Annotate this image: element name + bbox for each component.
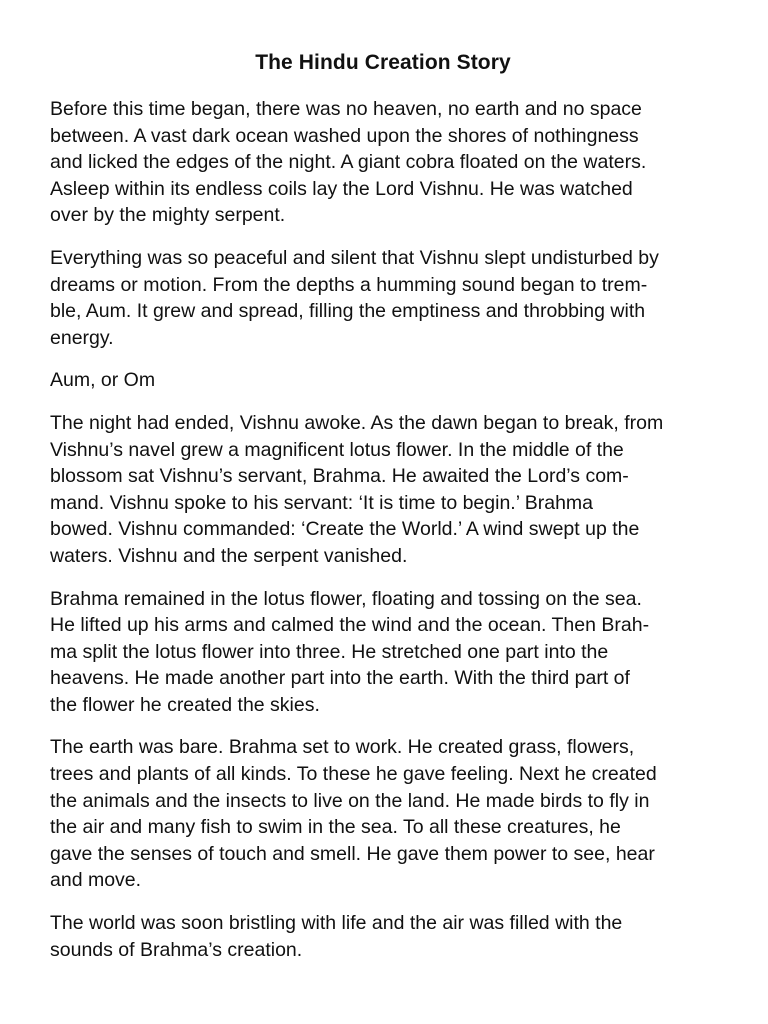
text-line: between. A vast dark ocean washed upon the shores of nothingness	[50, 124, 639, 147]
text-line: waters. Vishnu and the serpent vanished.	[50, 544, 408, 567]
text-line: bowed. Vishnu commanded: ‘Create the World.’ A wind swept up the	[50, 518, 640, 541]
text-line: The world was soon bristling with life and the air was filled with the	[50, 912, 623, 935]
paragraph-4	[50, 410, 716, 570]
paragraph-5	[50, 586, 716, 719]
text-line: over by the mighty serpent.	[50, 204, 286, 227]
text-line: ma split the lotus flower into three. He stretched one part into the	[50, 640, 609, 663]
text-line: The earth was bare. Brahma set to work. He created grass, flowers,	[50, 736, 635, 759]
text-line: dreams or motion. From the depths a humming sound began to trem-	[50, 273, 648, 296]
text-line: heavens. He made another part into the earth. With the third part of	[50, 667, 630, 690]
text-line: the animals and the insects to live on the land. He made birds to fly in	[50, 789, 650, 812]
text-line: trees and plants of all kinds. To these he gave feeling. Next he created	[50, 763, 657, 786]
text-line: He lifted up his arms and calmed the wind and the ocean. Then Brah-	[50, 614, 650, 637]
text-line: Before this time began, there was no heaven, no earth and no space	[50, 98, 642, 120]
text-line: sounds of Brahma’s creation.	[50, 938, 303, 961]
document-title: The Hindu Creation Story	[255, 51, 511, 74]
paragraph-3	[50, 367, 716, 394]
text-line: the air and many fish to swim in the sea. To all these creatures, he	[50, 816, 621, 839]
text-line: mand. Vishnu spoke to his servant: ‘It is time to begin.’ Brahma	[50, 491, 594, 514]
paragraph-7	[50, 910, 716, 963]
text-line: Brahma remained in the lotus flower, floating and tossing on the sea.	[50, 587, 642, 610]
text-line: and licked the edges of the night. A giant cobra floated on the waters.	[50, 151, 647, 174]
paragraph-2	[50, 245, 716, 351]
paragraph-1	[50, 96, 716, 229]
text-line: energy.	[50, 326, 114, 349]
text-line: The night had ended, Vishnu awoke. As the dawn began to break, from	[50, 411, 664, 434]
text-line: and move.	[50, 869, 142, 892]
text-line: gave the senses of touch and smell. He gave them power to see, hear	[50, 842, 655, 865]
text-line: Aum, or Om	[50, 369, 156, 392]
text-line: Asleep within its endless coils lay the Lord Vishnu. He was watched	[50, 177, 633, 200]
text-line: Everything was so peaceful and silent that Vishnu slept undisturbed by	[50, 246, 659, 269]
text-line: the flower he created the skies.	[50, 693, 320, 716]
text-line: blossom sat Vishnu’s servant, Brahma. He awaited the Lord’s com-	[50, 465, 629, 488]
text-line: ble, Aum. It grew and spread, filling the emptiness and throbbing with	[50, 300, 646, 323]
paragraph-6	[50, 734, 716, 894]
text-line: Vishnu’s navel grew a magnificent lotus flower. In the middle of the	[50, 438, 624, 461]
